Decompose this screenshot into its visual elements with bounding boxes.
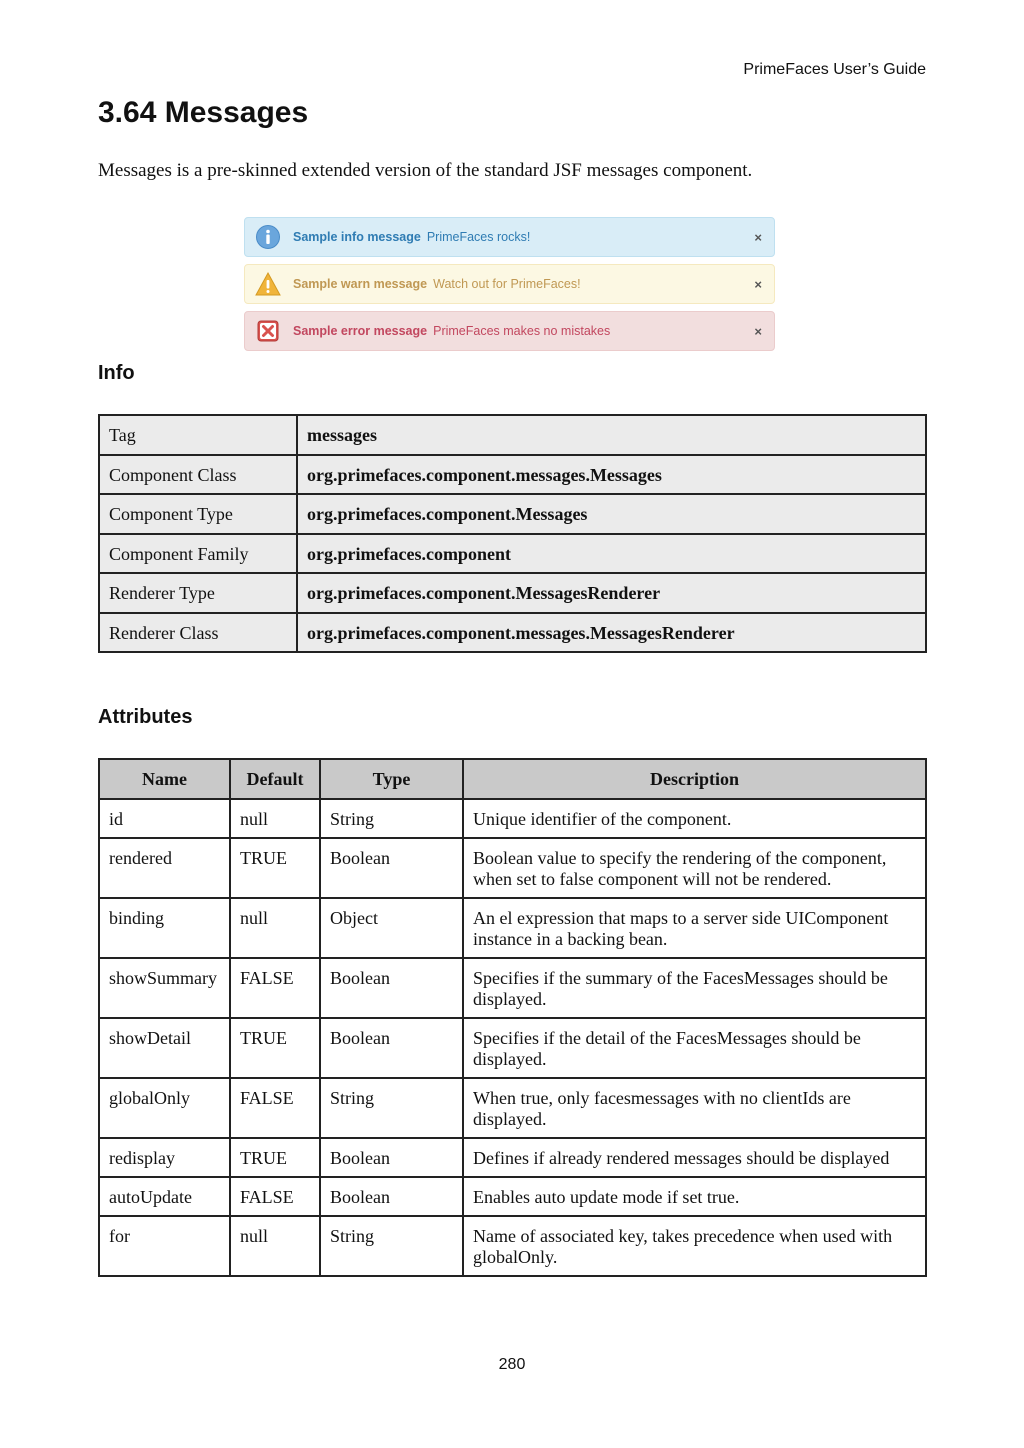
table-row [99,573,926,613]
attr-default: null [230,799,320,838]
intro-paragraph: Messages is a pre-skinned extended version of the standard JSF messages component. [98,160,753,181]
table-row [99,958,926,1018]
attr-name: autoUpdate [99,1177,230,1216]
attr-description: Enables auto update mode if set true. [463,1177,926,1216]
info-value: messages [297,415,926,455]
info-icon [255,224,281,250]
attr-type: Boolean [320,1138,463,1177]
attr-description: Boolean value to specify the rendering of the component, when set to false component will not be rendered. [463,838,926,898]
attr-default: TRUE [230,1018,320,1078]
table-row [99,534,926,574]
info-key: Renderer Class [99,613,297,653]
attr-default: FALSE [230,1177,320,1216]
attr-description: Unique identifier of the component. [463,799,926,838]
error-detail: PrimeFaces makes no mistakes [433,324,611,338]
warn-message [244,264,775,304]
attr-type: String [320,1078,463,1138]
info-key: Renderer Type [99,573,297,613]
attr-default: FALSE [230,1078,320,1138]
table-row [99,1177,926,1216]
attr-name: showDetail [99,1018,230,1078]
attr-type: Object [320,898,463,958]
info-heading: Info [98,362,135,384]
attr-type: Boolean [320,838,463,898]
attr-description: Specifies if the detail of the FacesMessages should be displayed. [463,1018,926,1078]
attr-type: Boolean [320,1177,463,1216]
info-key: Component Family [99,534,297,574]
warning-icon [255,271,281,297]
error-message [244,311,775,351]
attr-default: null [230,898,320,958]
attr-description: Name of associated key, takes precedence when used with globalOnly. [463,1216,926,1276]
attr-description: Specifies if the summary of the FacesMessages should be displayed. [463,958,926,1018]
attr-default: null [230,1216,320,1276]
messages-demo [244,217,775,358]
close-icon[interactable]: × [754,323,762,339]
attr-type: String [320,799,463,838]
attr-name: globalOnly [99,1078,230,1138]
info-message [244,217,775,257]
info-value: org.primefaces.component.messages.Messages [297,455,926,495]
attr-type: Boolean [320,1018,463,1078]
attr-default: TRUE [230,838,320,898]
attributes-table [98,758,927,1277]
table-row [99,1018,926,1078]
attr-type: Boolean [320,958,463,1018]
attr-default: TRUE [230,1138,320,1177]
attr-name: id [99,799,230,838]
table-header-row [99,759,926,799]
table-row [99,1216,926,1276]
info-key: Component Type [99,494,297,534]
info-summary: Sample info message [293,230,421,244]
attr-name: showSummary [99,958,230,1018]
info-key: Tag [99,415,297,455]
info-table [98,414,927,653]
info-value: org.primefaces.component.Messages [297,494,926,534]
column-header-description: Description [463,759,926,799]
close-icon[interactable]: × [754,276,762,292]
attr-description: Defines if already rendered messages should be displayed [463,1138,926,1177]
info-value: org.primefaces.component.messages.MessagesRenderer [297,613,926,653]
info-value: org.primefaces.component [297,534,926,574]
table-row [99,898,926,958]
column-header-type: Type [320,759,463,799]
attr-description: An el expression that maps to a server side UIComponent instance in a backing bean. [463,898,926,958]
warn-summary: Sample warn message [293,277,428,291]
close-icon[interactable]: × [754,229,762,245]
table-row [99,455,926,495]
table-row [99,494,926,534]
attr-type: String [320,1216,463,1276]
page-header: PrimeFaces User’s Guide [743,61,926,78]
section-title: 3.64 Messages [98,96,309,129]
attr-name: for [99,1216,230,1276]
column-header-name: Name [99,759,230,799]
column-header-default: Default [230,759,320,799]
warn-detail: Watch out for PrimeFaces! [433,277,581,291]
info-key: Component Class [99,455,297,495]
attr-description: When true, only facesmessages with no clientIds are displayed. [463,1078,926,1138]
table-row [99,613,926,653]
error-icon [255,318,281,344]
attr-name: binding [99,898,230,958]
table-row [99,838,926,898]
info-detail: PrimeFaces rocks! [426,230,531,244]
info-value: org.primefaces.component.MessagesRenderer [297,573,926,613]
error-summary: Sample error message [293,324,428,338]
table-row [99,415,926,455]
attr-name: redisplay [99,1138,230,1177]
table-row [99,1138,926,1177]
table-row [99,1078,926,1138]
attr-default: FALSE [230,958,320,1018]
attributes-heading: Attributes [98,706,193,728]
attr-name: rendered [99,838,230,898]
page-number: 280 [498,1356,526,1373]
table-row [99,799,926,838]
